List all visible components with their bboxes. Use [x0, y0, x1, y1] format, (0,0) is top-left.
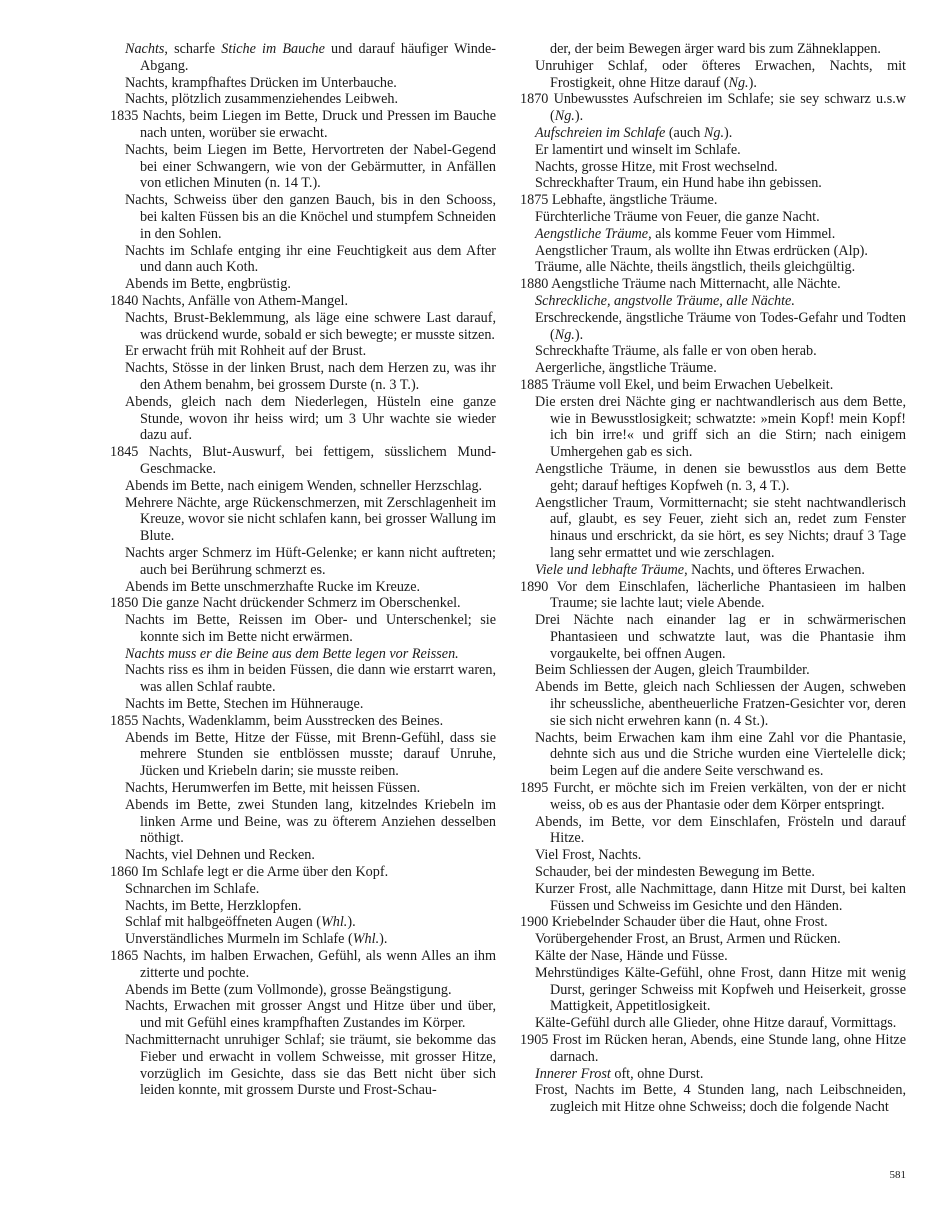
symptom-entry: Abends im Bette, engbrüstig.: [125, 276, 291, 293]
symptom-entry: Aergerliche, ängstliche Träume.: [535, 360, 717, 377]
symptom-entry: Viel Frost, Nachts.: [535, 847, 642, 864]
symptom-entry: Beim Schliessen der Augen, gleich Traumbilder.: [535, 662, 810, 679]
symptom-entry: Nachts, Erwachen mit grosser Angst und Hitze über und über, und mit Gefühl eines krampfhaften Zustandes im Körper.: [125, 998, 496, 1032]
symptom-entry: Aengstlicher Traum, Vormitternacht; sie steht nachtwandlerisch auf, glaubt, es sey Feuer, zieht sich an, redet zum Fenster hinaus und erschrickt, da sie hört, es sey Nichts; drauf 3 Tage lang sehr ermattet und wie zerschlagen.: [535, 494, 906, 561]
numbered-symptom-entry: [520, 192, 906, 209]
symptom-entry: Nachts, beim Liegen im Bette, Hervortreten der Nabel-Gegend bei einer Schwangern, wie von der Gebärmutter, in Anfällen von etlichen Minuten (n. 14 T.).: [125, 141, 496, 192]
symptom-entry: Kurzer Frost, alle Nachmittage, dann Hitze mit Durst, bei kalten Füssen und Schweiss im Gesichte und den Händen.: [535, 880, 906, 914]
entry-number: 1850: [110, 595, 142, 612]
entry-number: 1840: [110, 292, 142, 309]
symptom-entry: Nachts, plötzlich zusammenziehendes Leibweh.: [125, 91, 399, 108]
numbered-symptom-entry: [520, 1032, 906, 1066]
symptom-entry: Die ersten drei Nächte ging er nachtwandlerisch aus dem Bette, wie in Bewusstlosigkeit; schwatzte: »mein Kopf! mein Kopf! ich bin irre!« und griff sich an die Stirn; nach einigem Umhergehen gab es sich.: [535, 393, 906, 461]
entry-text: Träume voll Ekel, und beim Erwachen Uebelkeit.: [551, 376, 834, 393]
numbered-symptom-entry: [520, 914, 906, 931]
entry-text: Nachts, Blut-Auswurf, bei fettigem, süsslichem Mund-Geschmacke.: [140, 444, 496, 477]
symptom-entry: Nachts, Brust-Beklemmung, als läge eine schwere Last darauf, was drückend wurde, sobald er sich bewegte; er musste sitzen.: [125, 309, 496, 343]
symptom-entry: Abends im Bette, nach einigem Wenden, schneller Herzschlag.: [125, 477, 483, 494]
symptom-entry: Schreckliche, angstvolle Träume, alle Nächte.: [535, 292, 795, 309]
entry-text: Kriebelnder Schauder über die Haut, ohne Frost.: [551, 914, 828, 931]
symptom-entry-continuation: der, der beim Bewegen ärger ward bis zum Zähneklappen.: [550, 41, 881, 57]
numbered-symptom-entry: [110, 713, 496, 730]
symptom-entry: Schreckhafte Träume, als falle er von oben herab.: [535, 343, 817, 360]
symptom-entry: Abends im Bette, Hitze der Füsse, mit Brenn-Gefühl, dass sie mehrere Stunden sie entblössen musste; darauf Unruhe, Jücken und Kriebeln darin; sie musste reiben.: [125, 729, 496, 780]
symptom-entry: Mehrstündiges Kälte-Gefühl, ohne Frost, dann Hitze mit wenig Durst, geringer Schweiss mit Kopfweh und Heiserkeit, grosse Mattigkeit, Appetitlosigkeit.: [535, 964, 906, 1015]
entry-number: 1855: [110, 712, 142, 729]
symptom-entry: Nachts, Stösse in der linken Brust, nach dem Herzen zu, was ihr den Athem benahm, bei grossem Durste (n. 3 T.).: [125, 360, 496, 393]
entry-text: Im Schlafe legt er die Arme über den Kopf.: [141, 864, 389, 881]
symptom-entry: Er lamentirt und winselt im Schlafe.: [535, 141, 741, 158]
numbered-symptom-entry: [520, 780, 906, 814]
symptom-entry: Schauder, bei der mindesten Bewegung im Bette.: [535, 864, 815, 881]
numbered-symptom-entry: [520, 377, 906, 394]
page-number: 581: [889, 1169, 906, 1181]
symptom-entry: Frost, Nachts im Bette, 4 Stunden lang, nach Leibschneiden, zugleich mit Hitze ohne Schweiss; doch die folgende Nacht: [535, 1082, 906, 1116]
entry-number: 1895: [520, 780, 554, 797]
entry-number: 1900: [520, 914, 552, 931]
entry-number: 1885: [520, 376, 552, 393]
symptom-entry: Kälte der Nase, Hände und Füsse.: [535, 948, 728, 965]
symptom-entry: Unruhiger Schlaf, oder öfteres Erwachen, Nachts, mit Frostigkeit, ohne Hitze darauf (Ng.).: [535, 57, 906, 91]
symptom-entry: Schlaf mit halbgeöffneten Augen (Whl.).: [125, 914, 356, 931]
numbered-symptom-entry: [520, 579, 906, 613]
left-column: [110, 41, 496, 1099]
entry-text: Vor dem Einschlafen, lächerliche Phantasieen im halben Traume; sie lachte laut; viele Abende.: [550, 578, 906, 612]
symptom-entry: Abends im Bette (zum Vollmonde), grosse Beängstigung.: [125, 981, 452, 998]
numbered-symptom-entry: [110, 108, 496, 142]
symptom-entry: Vorübergehender Frost, an Brust, Armen und Rücken.: [535, 931, 841, 948]
symptom-entry: Nachts, Schweiss über den ganzen Bauch, bis in den Schooss, bei kalten Füssen bis an die Knöchel und stumpfem Schneiden in den Sohlen.: [125, 192, 496, 242]
entry-text: Unbewusstes Aufschreien im Schlafe; sie sey schwarz u.s.w (Ng.).: [550, 91, 907, 125]
entry-text: Nachts, Wadenklamm, beim Ausstrecken des Beines.: [141, 712, 444, 729]
symptom-entry: Innerer Frost oft, ohne Durst.: [535, 1065, 704, 1082]
symptom-entry: Aengstliche Träume, als komme Feuer vom Himmel.: [535, 225, 836, 242]
numbered-symptom-entry: [110, 864, 496, 881]
numbered-symptom-entry: [110, 444, 496, 478]
symptom-entry: Nachmitternacht unruhiger Schlaf; sie träumt, sie bekomme das Fieber und erwacht in vollem Schweisse, mit grosser Hitze, vorzüglich im Gesichte, dass sie das Bett nicht über sich leiden konnte, mit grossem Durste und Frost-Schau-: [125, 1032, 496, 1099]
symptom-entry: Nachts muss er die Beine aus dem Bette legen vor Reissen.: [125, 645, 459, 662]
entry-text: Frost im Rücken heran, Abends, eine Stunde lang, ohne Hitze darnach.: [550, 1032, 906, 1065]
symptom-entry: Nachts im Schlafe entging ihr eine Feuchtigkeit aus dem After und dann auch Koth.: [125, 242, 496, 276]
symptom-entry: Abends im Bette, gleich nach Schliessen der Augen, schweben ihr scheussliche, abentheuerliche Fratzen-Gesichter vor, deren sie sich nicht erwehren kann (n. 4 St.).: [535, 679, 906, 729]
symptom-entry: Abends im Bette, zwei Stunden lang, kitzelndes Kriebeln im linken Arme und Beine, was zu öfterem Anziehen desselben nöthigt.: [125, 796, 496, 847]
symptom-entry: Fürchterliche Träume von Feuer, die ganze Nacht.: [535, 208, 820, 225]
symptom-entry: Abends, gleich nach dem Niederlegen, Hüsteln eine ganze Stunde, wovon ihr heiss wird; um 3 Uhr wachte sie wieder dazu auf.: [125, 393, 496, 444]
entry-number: 1875: [520, 192, 552, 209]
symptom-entry: Nachts, beim Erwachen kam ihm eine Zahl vor die Phantasie, dehnte sich aus und die Striche wurden eine Viertelelle dick; beim Legen auf die andere Seite verschwand es.: [535, 729, 906, 780]
entry-text: Nachts, beim Liegen im Bette, Druck und Pressen im Bauche nach unten, worüber sie erwacht.: [140, 108, 496, 141]
symptom-entry: Er erwacht früh mit Rohheit auf der Brust.: [125, 343, 367, 360]
symptom-entry: Erschreckende, ängstliche Träume von Todes-Gefahr und Todten (Ng.).: [535, 309, 906, 343]
symptom-entry: Nachts riss es ihm in beiden Füssen, die dann wie erstarrt waren, was allen Schlaf raubte.: [125, 662, 496, 696]
entry-number: 1905: [520, 1032, 553, 1049]
right-column: [520, 41, 906, 1116]
entry-number: 1865: [110, 948, 144, 965]
entry-number: 1835: [110, 108, 143, 125]
symptom-entry: Nachts, im Bette, Herzklopfen.: [125, 897, 302, 914]
symptom-entry: Nachts im Bette, Reissen im Ober- und Unterschenkel; sie konnte sich im Bette nicht erwärmen.: [125, 612, 496, 645]
symptom-entry: Viele und lebhafte Träume, Nachts, und öfteres Erwachen.: [535, 561, 865, 578]
entry-number: 1890: [520, 578, 557, 595]
entry-text: Aengstliche Träume nach Mitternacht, alle Nächte.: [551, 276, 841, 293]
numbered-symptom-entry: [110, 293, 496, 310]
symptom-entry: Kälte-Gefühl durch alle Glieder, ohne Hitze darauf, Vormittags.: [535, 1015, 897, 1032]
entry-number: 1870: [520, 91, 554, 108]
symptom-entry: Drei Nächte nach einander lag er in schwärmerischen Phantasieen und schwatzte laut, was die Phantasie ihm vorgaukelte, bei offnen Augen.: [535, 612, 906, 662]
entry-text: Lebhafte, ängstliche Träume.: [551, 192, 718, 209]
symptom-entry: Träume, alle Nächte, theils ängstlich, theils gleichgültig.: [535, 259, 856, 276]
symptom-entry: Abends, im Bette, vor dem Einschlafen, Frösteln und darauf Hitze.: [535, 813, 906, 847]
entry-text: Nachts, Anfälle von Athem-Mangel.: [141, 292, 348, 309]
symptom-entry: Aengstlicher Traum, als wollte ihn Etwas erdrücken (Alp).: [535, 242, 868, 259]
numbered-symptom-entry: [110, 948, 496, 982]
symptom-entry: Nachts, Herumwerfen im Bette, mit heissen Füssen.: [125, 780, 421, 797]
symptom-entry: Nachts, viel Dehnen und Recken.: [125, 847, 315, 864]
symptom-entry: Nachts, scharfe Stiche im Bauche und darauf häufiger Winde-Abgang.: [125, 41, 496, 74]
entry-text: Die ganze Nacht drückender Schmerz im Oberschenkel.: [141, 595, 461, 612]
symptom-entry: Abends im Bette unschmerzhafte Rucke im Kreuze.: [125, 578, 421, 595]
symptom-entry: Mehrere Nächte, arge Rückenschmerzen, mit Zerschlagenheit im Kreuze, wovor sie nicht schlafen kann, bei grosser Wallung im Blute.: [125, 494, 496, 545]
entry-text: Nachts, im halben Erwachen, Gefühl, als wenn Alles an ihm zitterte und pochte.: [140, 948, 497, 981]
numbered-symptom-entry: [520, 276, 906, 293]
symptom-entry: Nachts, grosse Hitze, mit Frost wechselnd.: [535, 158, 778, 175]
entry-number: 1845: [110, 444, 149, 461]
entry-text: Furcht, er möchte sich im Freien verkälten, von der er nicht weiss, ob es aus der Phantasie oder dem Körper entspringt.: [550, 780, 907, 813]
symptom-entry: Schreckhafter Traum, ein Hund habe ihn gebissen.: [535, 175, 822, 192]
symptom-entry: Nachts arger Schmerz im Hüft-Gelenke; er kann nicht auftreten; auch bei Berührung schmerzt es.: [125, 544, 496, 578]
entry-number: 1860: [110, 864, 142, 881]
symptom-entry: Schnarchen im Schlafe.: [125, 880, 260, 897]
symptom-entry: Aengstliche Träume, in denen sie bewusstlos aus dem Bette geht; darauf heftiges Kopfweh (n. 3, 4 T.).: [535, 460, 906, 494]
symptom-entry: Nachts, krampfhaftes Drücken im Unterbauche.: [125, 74, 397, 91]
entry-number: 1880: [520, 276, 552, 293]
numbered-symptom-entry: [520, 91, 906, 125]
symptom-entry: Nachts im Bette, Stechen im Hühnerauge.: [125, 696, 364, 713]
symptom-entry: Aufschreien im Schlafe (auch Ng.).: [535, 124, 733, 141]
numbered-symptom-entry: [110, 595, 496, 612]
symptom-entry: Unverständliches Murmeln im Schlafe (Whl.).: [125, 931, 388, 948]
